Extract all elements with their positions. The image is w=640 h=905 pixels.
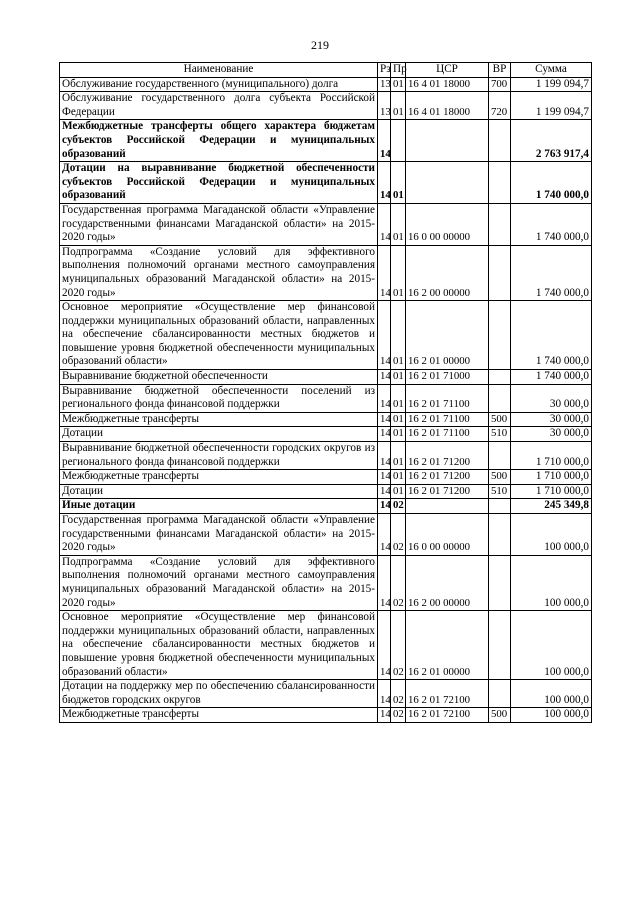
cell-sum: 1 710 000,0	[511, 470, 592, 485]
cell-vr: 510	[489, 484, 511, 499]
cell-vr: 500	[489, 470, 511, 485]
cell-csr: 16 4 01 18000	[406, 77, 489, 92]
cell-csr: 16 0 00 00000	[406, 514, 489, 556]
cell-vr	[489, 120, 511, 162]
cell-csr: 16 2 01 00000	[406, 611, 489, 680]
cell-csr	[406, 162, 489, 204]
cell-name: Подпрограмма «Создание условий для эффективного выполнения полномочий органами местного самоуправления муниципальных образований Магаданской области» на 2015-2020 годы»	[60, 245, 378, 300]
cell-csr: 16 2 01 71200	[406, 470, 489, 485]
cell-vr	[489, 499, 511, 514]
header-rz: Рз	[378, 63, 391, 78]
cell-pr: 01	[391, 370, 406, 385]
cell-csr: 16 2 01 72100	[406, 708, 489, 723]
cell-name: Дотации на выравнивание бюджетной обеспеченности субъектов Российской Федерации и муниципальных образований	[60, 162, 378, 204]
cell-csr: 16 2 01 71000	[406, 370, 489, 385]
cell-name: Обслуживание государственного (муниципального) долга	[60, 77, 378, 92]
cell-rz: 14	[378, 611, 391, 680]
cell-sum: 1 740 000,0	[511, 162, 592, 204]
cell-pr: 02	[391, 708, 406, 723]
cell-rz: 14	[378, 555, 391, 610]
cell-pr: 01	[391, 427, 406, 442]
cell-vr: 510	[489, 427, 511, 442]
cell-csr: 16 2 01 71100	[406, 412, 489, 427]
cell-sum: 30 000,0	[511, 427, 592, 442]
cell-csr: 16 2 00 00000	[406, 555, 489, 610]
cell-vr: 700	[489, 77, 511, 92]
cell-pr: 01	[391, 92, 406, 120]
cell-name: Дотации	[60, 427, 378, 442]
cell-sum: 2 763 917,4	[511, 120, 592, 162]
table-row	[60, 555, 592, 610]
cell-rz: 14	[378, 245, 391, 300]
cell-pr: 01	[391, 442, 406, 470]
cell-sum: 1 740 000,0	[511, 203, 592, 245]
table-row	[60, 120, 592, 162]
cell-pr: 01	[391, 470, 406, 485]
budget-table	[59, 62, 592, 723]
cell-csr: 16 4 01 18000	[406, 92, 489, 120]
cell-pr: 02	[391, 555, 406, 610]
cell-vr	[489, 301, 511, 370]
table-row	[60, 427, 592, 442]
cell-rz: 14	[378, 680, 391, 708]
cell-csr: 16 0 00 00000	[406, 203, 489, 245]
cell-vr	[489, 203, 511, 245]
cell-name: Дотации	[60, 484, 378, 499]
cell-pr: 01	[391, 412, 406, 427]
cell-sum: 100 000,0	[511, 514, 592, 556]
cell-pr: 01	[391, 301, 406, 370]
table-row	[60, 92, 592, 120]
cell-pr: 01	[391, 77, 406, 92]
cell-sum: 1 710 000,0	[511, 442, 592, 470]
cell-name: Выравнивание бюджетной обеспеченности	[60, 370, 378, 385]
cell-vr	[489, 370, 511, 385]
cell-rz: 14	[378, 427, 391, 442]
table-row	[60, 77, 592, 92]
table-row	[60, 370, 592, 385]
table-row	[60, 384, 592, 412]
cell-sum: 100 000,0	[511, 680, 592, 708]
table-body	[60, 77, 592, 722]
cell-rz: 13	[378, 77, 391, 92]
cell-csr: 16 2 00 00000	[406, 245, 489, 300]
cell-rz: 14	[378, 442, 391, 470]
table-row	[60, 708, 592, 723]
cell-rz: 14	[378, 708, 391, 723]
cell-csr: 16 2 01 00000	[406, 301, 489, 370]
cell-name: Выравнивание бюджетной обеспеченности городских округов из регионального фонда финансовой поддержки	[60, 442, 378, 470]
cell-sum: 1 740 000,0	[511, 245, 592, 300]
cell-csr	[406, 499, 489, 514]
cell-csr: 16 2 01 71200	[406, 442, 489, 470]
cell-sum: 245 349,8	[511, 499, 592, 514]
cell-rz: 14	[378, 412, 391, 427]
cell-pr: 01	[391, 162, 406, 204]
cell-pr: 01	[391, 484, 406, 499]
cell-vr: 720	[489, 92, 511, 120]
cell-csr: 16 2 01 71100	[406, 384, 489, 412]
table-row	[60, 301, 592, 370]
table-row	[60, 499, 592, 514]
cell-rz: 14	[378, 162, 391, 204]
cell-rz: 14	[378, 514, 391, 556]
cell-vr	[489, 555, 511, 610]
cell-name: Обслуживание государственного долга субъекта Российской Федерации	[60, 92, 378, 120]
cell-rz: 13	[378, 92, 391, 120]
cell-vr	[489, 442, 511, 470]
cell-name: Основное мероприятие «Осуществление мер финансовой поддержки муниципальных образований области, направленных на обеспечение сбалансированности местных бюджетов и повышение уровня бюджетной обеспеченности муниципальных образований области»	[60, 301, 378, 370]
cell-pr: 02	[391, 514, 406, 556]
cell-pr: 01	[391, 384, 406, 412]
table-row	[60, 470, 592, 485]
table-row	[60, 203, 592, 245]
header-csr: ЦСР	[406, 63, 489, 78]
table-row	[60, 514, 592, 556]
cell-rz: 14	[378, 499, 391, 514]
header-pr: Пр	[391, 63, 406, 78]
cell-csr: 16 2 01 72100	[406, 680, 489, 708]
cell-pr: 01	[391, 203, 406, 245]
table-row	[60, 245, 592, 300]
header-vr: ВР	[489, 63, 511, 78]
table-row	[60, 162, 592, 204]
cell-name: Межбюджетные трансферты	[60, 470, 378, 485]
cell-sum: 30 000,0	[511, 384, 592, 412]
table-row	[60, 611, 592, 680]
table-row	[60, 484, 592, 499]
cell-csr: 16 2 01 71100	[406, 427, 489, 442]
cell-sum: 100 000,0	[511, 555, 592, 610]
cell-sum: 1 199 094,7	[511, 77, 592, 92]
cell-name: Межбюджетные трансферты	[60, 708, 378, 723]
cell-rz: 14	[378, 120, 391, 162]
cell-csr: 16 2 01 71200	[406, 484, 489, 499]
cell-name: Государственная программа Магаданской области «Управление государственными финансами Магаданской области» на 2015-2020 годы»	[60, 203, 378, 245]
cell-sum: 1 740 000,0	[511, 301, 592, 370]
cell-name: Государственная программа Магаданской области «Управление государственными финансами Магаданской области» на 2015-2020 годы»	[60, 514, 378, 556]
cell-vr	[489, 245, 511, 300]
cell-vr	[489, 514, 511, 556]
cell-name: Дотации на поддержку мер по обеспечению сбалансированности бюджетов городских округов	[60, 680, 378, 708]
cell-sum: 1 199 094,7	[511, 92, 592, 120]
cell-rz: 14	[378, 384, 391, 412]
cell-sum: 1 710 000,0	[511, 484, 592, 499]
cell-name: Основное мероприятие «Осуществление мер финансовой поддержки муниципальных образований области, направленных на обеспечение сбалансированности местных бюджетов и повышение уровня бюджетной обеспеченности муниципальных образований области»	[60, 611, 378, 680]
cell-rz: 14	[378, 484, 391, 499]
cell-pr: 02	[391, 680, 406, 708]
cell-vr	[489, 680, 511, 708]
table-row	[60, 680, 592, 708]
table-header-row	[60, 63, 592, 78]
cell-sum: 100 000,0	[511, 708, 592, 723]
cell-sum: 100 000,0	[511, 611, 592, 680]
cell-vr	[489, 384, 511, 412]
cell-name: Подпрограмма «Создание условий для эффективного выполнения полномочий органами местного самоуправления муниципальных образований Магаданской области» на 2015-2020 годы»	[60, 555, 378, 610]
cell-name: Иные дотации	[60, 499, 378, 514]
cell-vr	[489, 611, 511, 680]
header-name: Наименование	[60, 63, 378, 78]
page-number: 219	[311, 38, 329, 52]
cell-pr	[391, 120, 406, 162]
table-row	[60, 412, 592, 427]
cell-rz: 14	[378, 470, 391, 485]
cell-csr	[406, 120, 489, 162]
cell-vr	[489, 162, 511, 204]
cell-sum: 30 000,0	[511, 412, 592, 427]
cell-sum: 1 740 000,0	[511, 370, 592, 385]
cell-rz: 14	[378, 301, 391, 370]
cell-pr: 02	[391, 611, 406, 680]
cell-pr: 01	[391, 245, 406, 300]
cell-vr: 500	[489, 412, 511, 427]
cell-rz: 14	[378, 203, 391, 245]
cell-name: Межбюджетные трансферты общего характера бюджетам субъектов Российской Федерации и муниципальных образований	[60, 120, 378, 162]
cell-name: Межбюджетные трансферты	[60, 412, 378, 427]
header-sum: Сумма	[511, 63, 592, 78]
cell-pr: 02	[391, 499, 406, 514]
cell-name: Выравнивание бюджетной обеспеченности поселений из регионального фонда финансовой поддержки	[60, 384, 378, 412]
cell-vr: 500	[489, 708, 511, 723]
table-row	[60, 442, 592, 470]
cell-rz: 14	[378, 370, 391, 385]
